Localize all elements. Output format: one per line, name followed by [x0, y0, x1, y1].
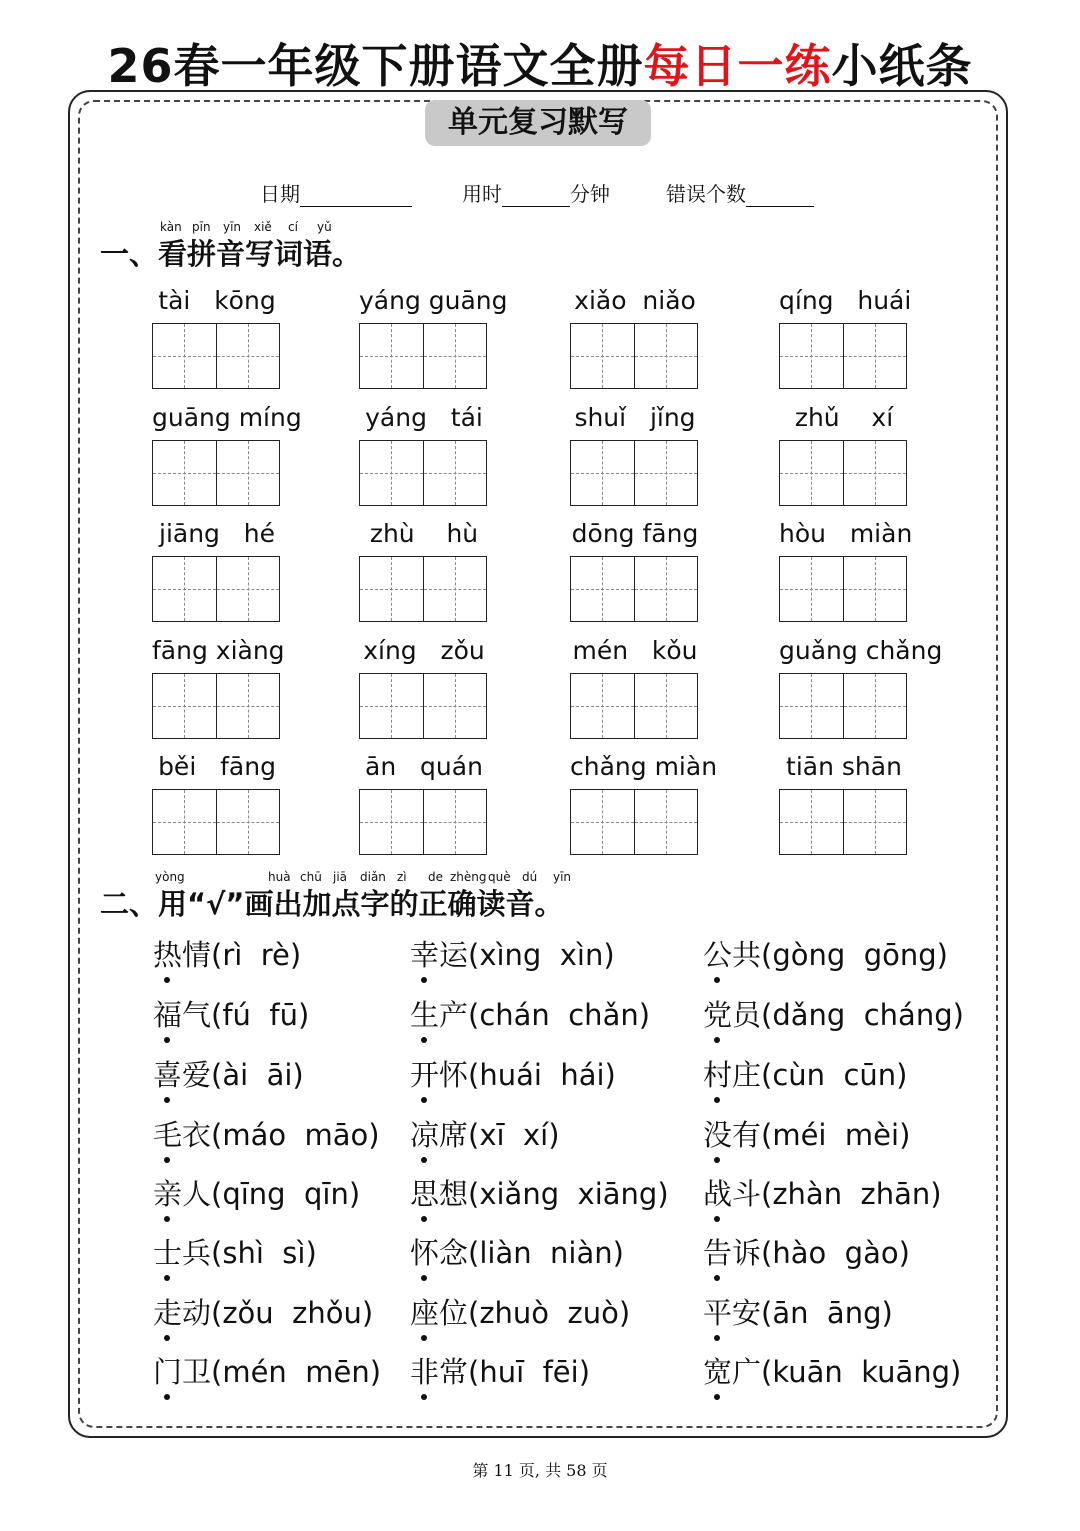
reading-item[interactable] [153, 1113, 380, 1154]
word-pinyin: zhǔ xí [794, 403, 894, 432]
word-cell [152, 751, 282, 855]
section1-ruby-5: yǔ [317, 220, 332, 234]
writing-grid[interactable] [359, 556, 487, 622]
writing-grid[interactable] [359, 323, 487, 389]
emphasis-dot [714, 1216, 720, 1222]
grid-square[interactable] [216, 790, 280, 854]
reading-item[interactable] [153, 933, 301, 974]
word-pinyin: yáng guāng [359, 286, 508, 315]
writing-grid[interactable] [570, 789, 698, 855]
writing-grid[interactable] [152, 323, 280, 389]
item-word: 党员 [703, 998, 761, 1032]
emphasis-dot [421, 1394, 427, 1400]
item-choices[interactable]: (huī fēi) [468, 1355, 591, 1389]
grid-square[interactable] [843, 790, 907, 854]
section2-ruby-10: yīn [553, 870, 572, 884]
writing-grid[interactable] [152, 673, 280, 739]
writing-grid[interactable] [779, 440, 907, 506]
grid-square[interactable] [780, 674, 843, 738]
grid-square[interactable] [634, 324, 698, 388]
item-word: 门卫 [153, 1355, 211, 1389]
grid-square[interactable] [423, 674, 487, 738]
item-word: 思想 [410, 1177, 468, 1211]
emphasis-dot [421, 1157, 427, 1163]
word-pinyin: mén kǒu [572, 636, 698, 665]
writing-grid[interactable] [570, 323, 698, 389]
word-cell [570, 518, 700, 622]
reading-item[interactable] [153, 1172, 360, 1213]
grid-square[interactable] [780, 441, 843, 505]
writing-grid[interactable] [779, 323, 907, 389]
writing-grid[interactable] [359, 440, 487, 506]
word-pinyin: guāng míng [152, 403, 302, 432]
grid-square[interactable] [423, 441, 487, 505]
grid-square[interactable] [780, 557, 843, 621]
writing-grid[interactable] [779, 556, 907, 622]
item-choices[interactable]: (ān āng) [761, 1296, 893, 1330]
grid-square[interactable] [780, 324, 843, 388]
reading-item[interactable] [703, 993, 964, 1034]
grid-square[interactable] [423, 790, 487, 854]
word-cell [359, 402, 489, 506]
section2-ruby-7: zhèng [450, 870, 487, 884]
item-word: 战斗 [703, 1177, 761, 1211]
writing-grid[interactable] [779, 789, 907, 855]
item-choices[interactable]: (zhàn zhān) [761, 1177, 942, 1211]
writing-grid[interactable] [779, 673, 907, 739]
word-pinyin: qíng huái [779, 286, 912, 315]
emphasis-dot [714, 977, 720, 983]
word-cell [779, 518, 913, 622]
item-choices[interactable]: (huái hái) [468, 1058, 616, 1092]
word-pinyin: hòu miàn [779, 519, 913, 548]
word-pinyin: fāng xiàng [152, 636, 285, 665]
emphasis-dot [164, 1157, 170, 1163]
item-word: 宽广 [703, 1355, 761, 1389]
word-pinyin: chǎng miàn [570, 752, 718, 781]
reading-item[interactable] [410, 993, 650, 1034]
grid-square[interactable] [360, 324, 423, 388]
reading-item[interactable] [703, 1291, 893, 1332]
writing-grid[interactable] [152, 789, 280, 855]
item-word: 士兵 [153, 1236, 211, 1270]
reading-item[interactable] [703, 1172, 942, 1213]
item-choices[interactable]: (xī xí) [468, 1118, 560, 1152]
emphasis-dot [714, 1275, 720, 1281]
grid-square[interactable] [216, 674, 280, 738]
word-cell [152, 635, 285, 739]
item-word: 座位 [410, 1296, 468, 1330]
word-pinyin: ān quán [365, 752, 483, 781]
item-choices[interactable]: (kuān kuāng) [761, 1355, 962, 1389]
emphasis-dot [714, 1335, 720, 1341]
emphasis-dot [421, 1275, 427, 1281]
item-choices[interactable]: (zǒu zhǒu) [211, 1296, 374, 1330]
reading-item[interactable] [703, 1053, 908, 1094]
word-pinyin: tài kōng [158, 286, 276, 315]
grid-square[interactable] [843, 324, 907, 388]
item-word: 开怀 [410, 1058, 468, 1092]
word-pinyin: yáng tái [365, 403, 483, 432]
reading-item[interactable] [703, 1350, 961, 1391]
item-choices[interactable]: (ài āi) [211, 1058, 304, 1092]
word-pinyin: dōng fāng [571, 519, 699, 548]
word-cell [359, 751, 489, 855]
word-cell [359, 285, 508, 389]
word-pinyin: jiāng hé [159, 519, 275, 548]
section2-ruby-9: dú [522, 870, 538, 884]
emphasis-dot [164, 1037, 170, 1043]
word-cell [779, 635, 943, 739]
emphasis-dot [164, 1097, 170, 1103]
section1-ruby-1: pīn [192, 220, 211, 234]
item-choices[interactable]: (hào gào) [761, 1236, 910, 1270]
grid-square[interactable] [571, 557, 634, 621]
emphasis-dot [714, 1037, 720, 1043]
reading-item[interactable] [703, 1113, 910, 1154]
grid-square[interactable] [843, 441, 907, 505]
reading-item[interactable] [153, 1053, 304, 1094]
word-pinyin: guǎng chǎng [779, 636, 943, 665]
grid-square[interactable] [571, 790, 634, 854]
page-title: 26春一年级下册语文全册每日一练小纸条 [107, 39, 973, 93]
reading-item[interactable] [153, 1350, 381, 1391]
word-cell [779, 751, 909, 855]
item-word: 告诉 [703, 1236, 761, 1270]
section2-ruby-0: yòng [155, 870, 185, 884]
word-pinyin: tiān shān [786, 752, 902, 781]
grid-square[interactable] [360, 674, 423, 738]
reading-item[interactable] [153, 1231, 317, 1272]
grid-square[interactable] [216, 324, 280, 388]
reading-item[interactable] [153, 1291, 373, 1332]
emphasis-dot [421, 1216, 427, 1222]
section-banner: 单元复习默写 [425, 100, 651, 146]
word-cell [570, 751, 718, 855]
reading-item[interactable] [410, 1231, 624, 1272]
grid-square[interactable] [153, 441, 216, 505]
writing-grid[interactable] [570, 440, 698, 506]
word-pinyin: zhù hù [369, 519, 479, 548]
grid-square[interactable] [360, 441, 423, 505]
grid-square[interactable] [216, 557, 280, 621]
section2-ruby-2: chū [300, 870, 322, 884]
grid-square[interactable] [571, 441, 634, 505]
item-word: 公共 [703, 938, 761, 972]
writing-grid[interactable] [570, 673, 698, 739]
grid-square[interactable] [780, 790, 843, 854]
grid-square[interactable] [423, 557, 487, 621]
section2-ruby-6: de [428, 870, 443, 884]
grid-square[interactable] [843, 674, 907, 738]
item-choices[interactable]: (zhuò zuò) [468, 1296, 631, 1330]
time-field: 用时 分钟 [462, 182, 610, 206]
reading-item[interactable] [410, 1172, 669, 1213]
item-word: 幸运 [410, 938, 468, 972]
item-word: 凉席 [410, 1118, 468, 1152]
section2-ruby-4: diǎn [360, 870, 386, 884]
item-choices[interactable]: (fú fū) [211, 998, 310, 1032]
grid-square[interactable] [571, 674, 634, 738]
emphasis-dot [164, 1394, 170, 1400]
section1-ruby-3: xiě [254, 220, 272, 234]
section1-ruby-2: yīn [223, 220, 242, 234]
emphasis-dot [421, 977, 427, 983]
grid-square[interactable] [216, 441, 280, 505]
word-cell [359, 635, 489, 739]
section2-ruby-5: zì [397, 870, 407, 884]
grid-square[interactable] [153, 790, 216, 854]
emphasis-dot [421, 1097, 427, 1103]
grid-square[interactable] [634, 557, 698, 621]
item-word: 亲人 [153, 1177, 211, 1211]
section2-ruby-3: jiā [333, 870, 348, 884]
item-word: 福气 [153, 998, 211, 1032]
item-word: 没有 [703, 1118, 761, 1152]
emphasis-dot [421, 1335, 427, 1341]
emphasis-dot [164, 1335, 170, 1341]
section2-ruby-8: què [488, 870, 511, 884]
grid-square[interactable] [153, 324, 216, 388]
grid-square[interactable] [634, 441, 698, 505]
word-pinyin: běi fāng [158, 752, 276, 781]
grid-square[interactable] [360, 557, 423, 621]
word-cell [779, 285, 912, 389]
item-choices[interactable]: (cùn cūn) [761, 1058, 908, 1092]
emphasis-dot [164, 1275, 170, 1281]
section1-ruby-0: kàn [160, 220, 182, 234]
item-word: 走动 [153, 1296, 211, 1330]
reading-item[interactable] [410, 933, 615, 974]
date-field: 日期 [260, 178, 412, 207]
grid-square[interactable] [153, 557, 216, 621]
writing-grid[interactable] [152, 440, 280, 506]
item-choices[interactable]: (shì sì) [211, 1236, 317, 1270]
item-word: 喜爱 [153, 1058, 211, 1092]
reading-item[interactable] [703, 1231, 910, 1272]
item-choices[interactable]: (rì rè) [211, 938, 302, 972]
grid-square[interactable] [634, 790, 698, 854]
grid-square[interactable] [423, 324, 487, 388]
item-word: 怀念 [410, 1236, 468, 1270]
errors-field: 错误个数 [666, 178, 814, 207]
word-cell [570, 402, 700, 506]
reading-item[interactable] [153, 993, 309, 1034]
item-choices[interactable]: (xiǎng xiāng) [468, 1177, 669, 1211]
emphasis-dot [714, 1097, 720, 1103]
emphasis-dot [421, 1037, 427, 1043]
page-number: 第 11 页, 共 58 页 [472, 1461, 608, 1480]
emphasis-dot [714, 1394, 720, 1400]
reading-item[interactable] [410, 1350, 590, 1391]
reading-item[interactable] [410, 1113, 560, 1154]
word-cell [779, 402, 909, 506]
word-cell [152, 285, 282, 389]
item-choices[interactable]: (mén mēn) [211, 1355, 382, 1389]
item-choices[interactable]: (chán chǎn) [468, 998, 651, 1032]
emphasis-dot [164, 1216, 170, 1222]
grid-square[interactable] [360, 790, 423, 854]
item-word: 非常 [410, 1355, 468, 1389]
item-choices[interactable]: (gòng gōng) [761, 938, 948, 972]
word-pinyin: xíng zǒu [363, 636, 485, 665]
item-word: 村庄 [703, 1058, 761, 1092]
word-cell [152, 518, 282, 622]
reading-item[interactable] [410, 1291, 630, 1332]
grid-square[interactable] [571, 324, 634, 388]
grid-square[interactable] [634, 674, 698, 738]
section1-title: 一、看拼音写词语。 [100, 237, 362, 271]
item-choices[interactable]: (méi mèi) [761, 1118, 911, 1152]
word-cell [570, 635, 700, 739]
emphasis-dot [164, 977, 170, 983]
item-word: 生产 [410, 998, 468, 1032]
word-cell [359, 518, 489, 622]
word-pinyin: xiǎo niǎo [574, 286, 696, 315]
item-choices[interactable]: (dǎng cháng) [761, 998, 964, 1032]
writing-grid[interactable] [152, 556, 280, 622]
item-choices[interactable]: (xìng xìn) [468, 938, 615, 972]
reading-item[interactable] [410, 1053, 616, 1094]
grid-square[interactable] [843, 557, 907, 621]
item-word: 平安 [703, 1296, 761, 1330]
item-choices[interactable]: (liàn niàn) [468, 1236, 624, 1270]
word-cell [570, 285, 700, 389]
section2-title: 二、用“√”画出加点字的正确读音。 [100, 887, 564, 921]
emphasis-dot [714, 1157, 720, 1163]
word-pinyin: shuǐ jǐng [574, 403, 696, 432]
item-choices[interactable]: (qīng qīn) [211, 1177, 361, 1211]
writing-grid[interactable] [570, 556, 698, 622]
grid-square[interactable] [153, 674, 216, 738]
section2-ruby-1: huà [268, 870, 291, 884]
item-word: 热情 [153, 938, 211, 972]
reading-item[interactable] [703, 933, 948, 974]
word-cell [152, 402, 302, 506]
writing-grid[interactable] [359, 789, 487, 855]
item-choices[interactable]: (máo māo) [211, 1118, 380, 1152]
writing-grid[interactable] [359, 673, 487, 739]
item-word: 毛衣 [153, 1118, 211, 1152]
section1-ruby-4: cí [288, 220, 298, 234]
